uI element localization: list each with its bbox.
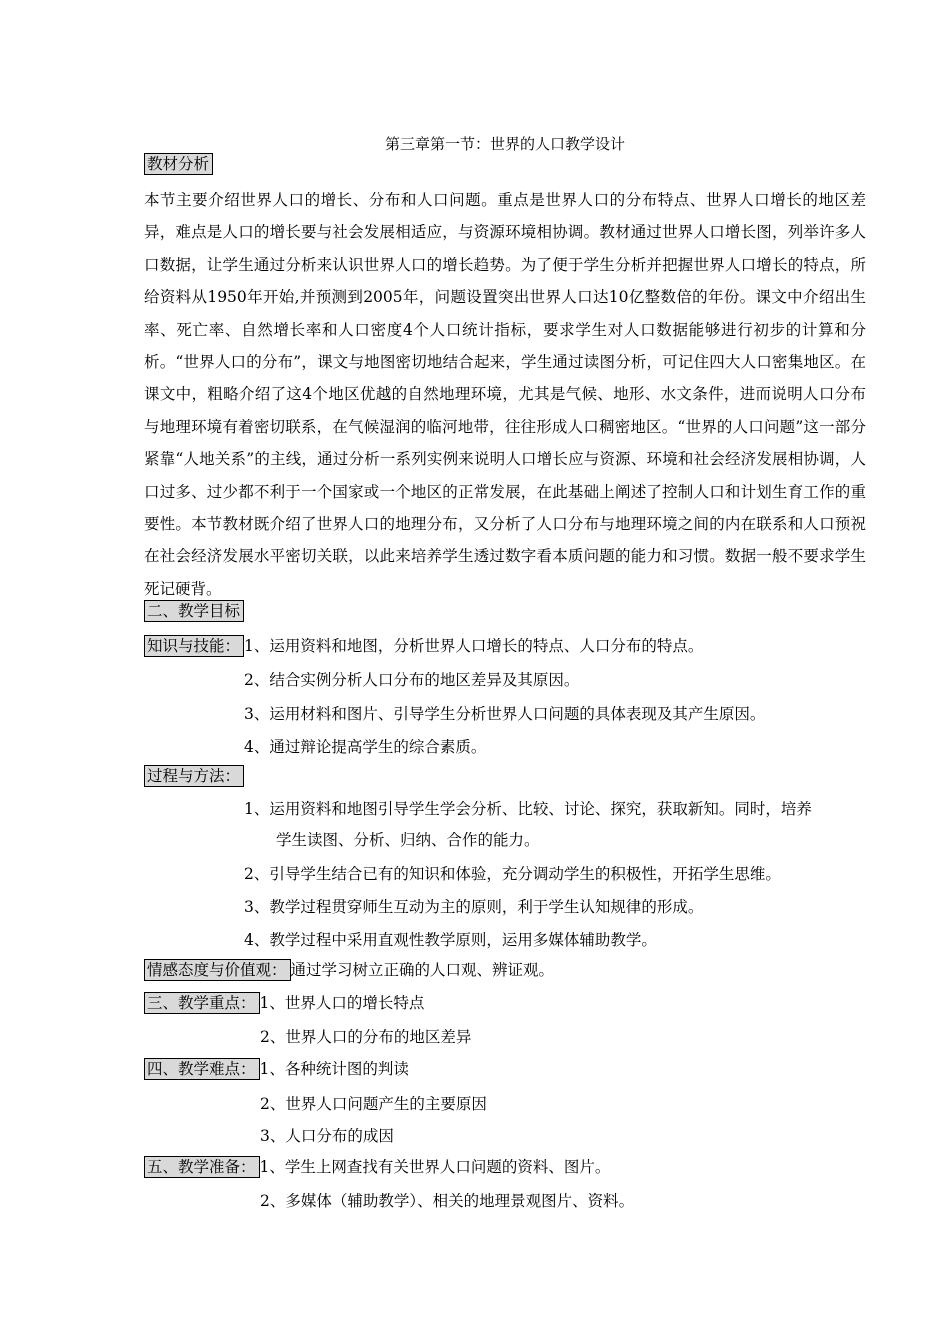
- difficulty-item: 2、世界人口问题产生的主要原因: [260, 1095, 487, 1113]
- analysis-paragraph: 本节主要介绍世界人口的增长、分布和人口问题。重点是世界人口的分布特点、世界人口增长的地区差异，难点是人口的增长要与社会发展相适应，与资源环境相协调。教材通过世界人口增长图，列举许多人口数据，让学生通过分析来认识世界人口的增长趋势。为了便于学生分析并把握世界人口增长的特点，所给资料从1950年开始,并预测到2005年，问题设置突出世界人口达10亿整数倍的年份。课文中介绍出生率、死亡率、自然增长率和人口密度4个人口统计指标，要求学生对人口数据能够进行初步的计算和分析。“世界人口的分布”，课文与地图密切地结合起来，学生通过读图分析，可记住四大人口密集地区。在课文中，粗略介绍了这4个地区优越的自然地理环境，尤其是气候、地形、水文条件，进而说明人口分布与地理环境有着密切联系，在气候湿润的临河地带，往往形成人口稠密地区。“世界的人口问题”这一部分紧靠“人地关系”的主线，通过分析一系列实例来说明人口增长应与资源、环境和社会经济发展相协调，人口过多、过少都不利于一个国家或一个地区的正常发展，在此基础上阐述了控制人口和计划生育工作的重要性。本节教材既介绍了世界人口的地理分布，又分析了人口分布与地理环境之间的内在联系和人口预祝在社会经济发展水平密切关联，以此来培养学生透过数字看本质问题的能力和习惯。数据一般不要求学生死记硬背。: [144, 191, 866, 598]
- difficulties-line: [144, 1057, 409, 1081]
- attitude-text: 通过学习树立正确的人口观、辨证观。: [290, 961, 555, 979]
- keypoint-item: 1、世界人口的增长特点: [259, 994, 425, 1012]
- process-item: 1、运用资料和地图引导学生学会分析、比较、讨论、探究，获取新知。同时，培养: [244, 800, 812, 818]
- section-process: [144, 764, 244, 788]
- document-title: 第三章第一节：世界的人口教学设计: [384, 135, 625, 153]
- knowledge-item: 2、结合实例分析人口分布的地区差异及其原因。: [244, 671, 580, 689]
- attitude-header: 情感态度与价值观：: [144, 959, 291, 981]
- prep-header: 五、教学准备：: [144, 1156, 260, 1178]
- difficulty-item: 1、各种统计图的判读: [259, 1060, 409, 1078]
- section-goals: [144, 599, 244, 623]
- prep-item: 1、学生上网查找有关世界人口问题的资料、图片。: [259, 1158, 611, 1176]
- knowledge-item: 1、运用资料和地图，分析世界人口增长的特点、人口分布的特点。: [244, 637, 704, 655]
- knowledge-line: [144, 634, 703, 658]
- difficulties-header: 四、教学难点：: [144, 1058, 260, 1080]
- goals-header: 二、教学目标: [144, 600, 244, 622]
- process-header: 过程与方法：: [144, 765, 244, 787]
- process-item-continuation: 学生读图、分析、归纳、合作的能力。: [276, 831, 540, 849]
- keypoints-line: [144, 991, 424, 1015]
- process-item: 2、引导学生结合已有的知识和体验，充分调动学生的积极性，开拓学生思维。: [244, 865, 781, 883]
- knowledge-header: 知识与技能：: [144, 635, 244, 657]
- difficulty-item: 3、人口分布的成因: [260, 1127, 394, 1145]
- analysis-header: 教材分析: [144, 153, 213, 175]
- keypoint-item: 2、世界人口的分布的地区差异: [260, 1028, 472, 1046]
- knowledge-item: 3、运用材料和图片、引导学生分析世界人口问题的具体表现及其产生原因。: [244, 705, 766, 723]
- keypoints-header: 三、教学重点：: [144, 992, 260, 1014]
- knowledge-item: 4、通过辩论提高学生的综合素质。: [244, 738, 487, 756]
- process-item: 4、教学过程中采用直观性教学原则，运用多媒体辅助教学。: [244, 931, 657, 949]
- process-item: 3、教学过程贯穿师生互动为主的原则，利于学生认知规律的形成。: [244, 898, 704, 916]
- attitude-line: [144, 958, 554, 982]
- prep-line: [144, 1155, 610, 1179]
- section-analysis: [144, 152, 213, 176]
- prep-item: 2、多媒体（辅助教学）、相关的地理景观图片、资料。: [260, 1192, 635, 1210]
